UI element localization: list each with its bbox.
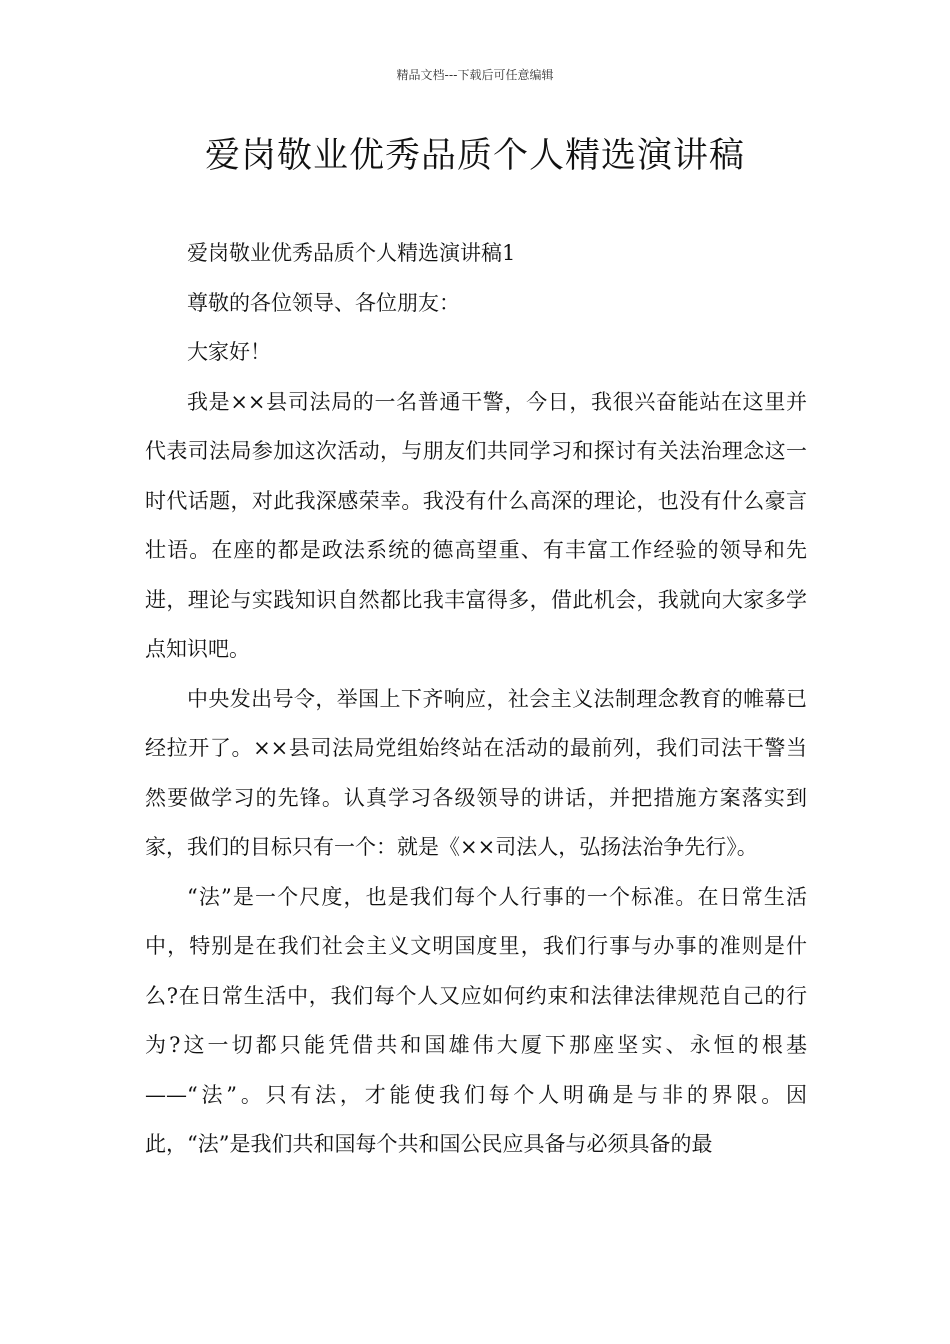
paragraph-greeting: 大家好！ <box>187 340 271 364</box>
paragraph-central-order: 中央发出号令，举国上下齐响应，社会主义法制理念教育的帷幕已经拉开了。××县司法局党组始终站在活动的最前列，我们司法干警当然要做学习的先锋。认真学习各级领导的讲话，并把措施方案落实到家，我们的目标只有一个：就是《××司法人，弘扬法治争先行》。 <box>145 686 807 859</box>
paragraph-subtitle: 爱岗敬业优秀品质个人精选演讲稿1 <box>187 241 516 265</box>
document-title: 爱岗敬业优秀品质个人精选演讲稿 <box>204 136 745 176</box>
header-note: 精品文档---下载后可任意编辑 <box>396 68 554 82</box>
document-body <box>145 229 807 1170</box>
paragraph-law-standard: “法”是一个尺度，也是我们每个人行事的一个标准。在日常生活中，特别是在我们社会主义文明国度里，我们行事与办事的准则是什么?在日常生活中，我们每个人又应如何约束和法律法律规范自己的行为?这一切都只能凭借共和国雄伟大厦下那座坚实、永恒的根基——“法”。只有法，才能使我们每个人明确是与非的界限。因此，“法”是我们共和国每个共和国公民应具备与必须具备的最 <box>145 884 807 1156</box>
paragraph-salutation: 尊敬的各位领导、各位朋友： <box>187 290 460 315</box>
paragraph-intro: 我是××县司法局的一名普通干警，今日，我很兴奋能站在这里并代表司法局参加这次活动，与朋友们共同学习和探讨有关法治理念这一时代话题，对此我深感荣幸。我没有什么高深的理论，也没有什么豪言壮语。在座的都是政法系统的德高望重、有丰富工作经验的领导和先进，理论与实践知识自然都比我丰富得多，借此机会，我就向大家多学点知识吧。 <box>145 389 807 661</box>
